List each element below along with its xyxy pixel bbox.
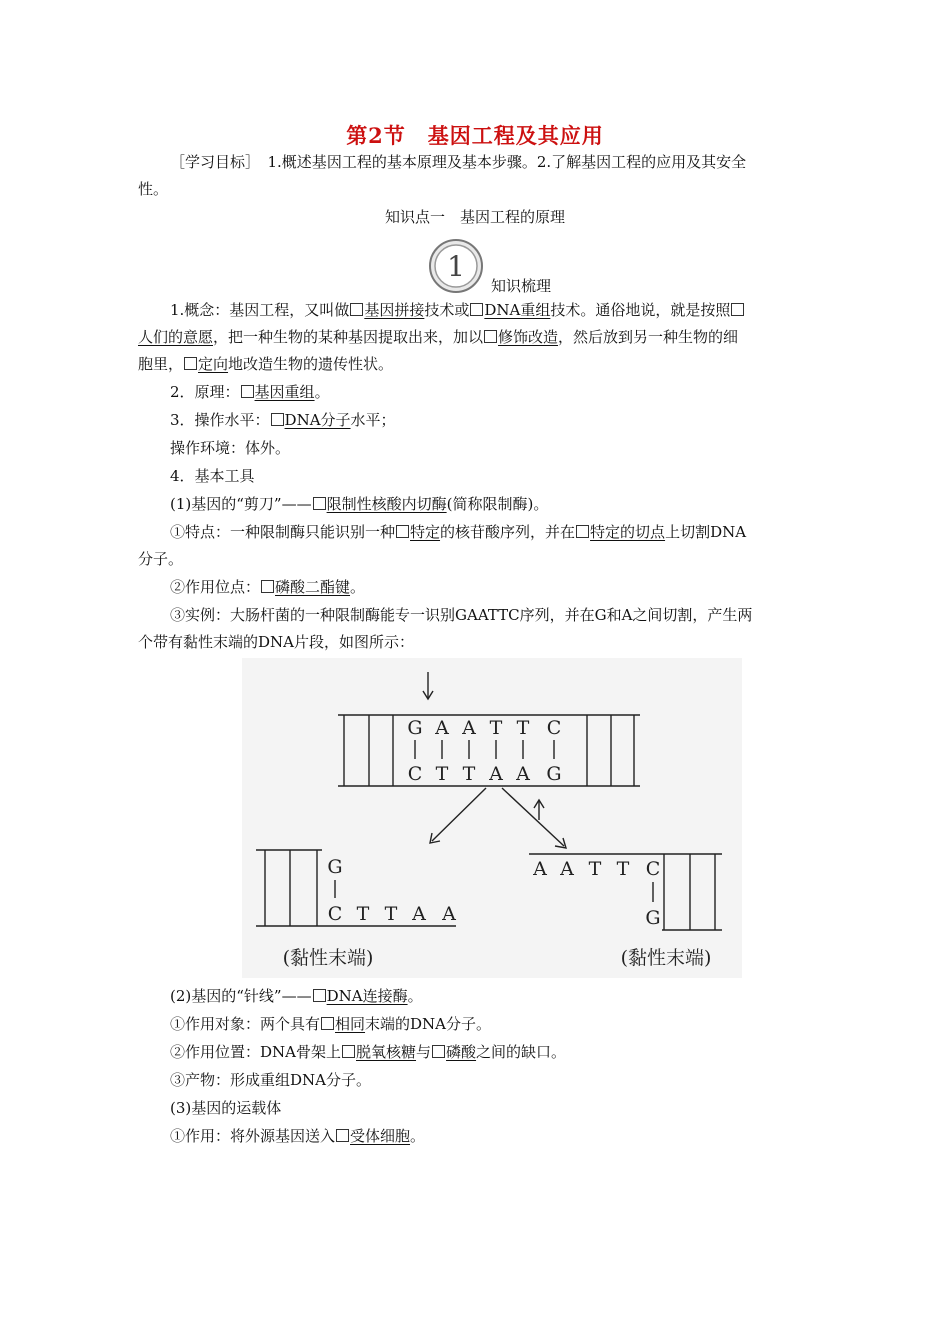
bottom-base-6: G: [546, 763, 562, 785]
blank-box: [350, 303, 363, 316]
top-base-3: A: [462, 717, 476, 739]
blank-box: [271, 413, 284, 426]
blank-box: [576, 525, 589, 538]
paragraph-vector-function: ①作用：将外源基因送入 受体细胞。: [170, 1127, 426, 1145]
section-heading: 知识点一 基因工程的原理: [384, 208, 565, 226]
left-caption: (黏性末端): [282, 947, 374, 969]
bottom-base-2: T: [435, 763, 449, 785]
page-title: 第2节 基因工程及其应用: [346, 123, 604, 148]
blank-box: [313, 497, 326, 510]
paragraph-needle: (2)基因的“针线”—— DNA连接酶。: [170, 987, 423, 1005]
blank-box: [470, 303, 483, 316]
bottom-base-4: A: [489, 763, 503, 785]
top-base-5: T: [516, 717, 530, 739]
paragraph-basic-tools: 4．基本工具: [170, 467, 255, 485]
blank-box: [396, 525, 409, 538]
top-base-1: G: [407, 717, 423, 739]
blank-box: [184, 357, 197, 370]
blank-box: [336, 1129, 349, 1142]
paragraph-principle: 2．原理： 基因重组。: [170, 383, 330, 401]
bottom-base-1: C: [407, 763, 423, 785]
paragraph-product: ③产物：形成重组DNA分子。: [170, 1071, 371, 1089]
paragraph-concept-line3: 胞里， 定向地改造生物的遗传性状。: [138, 355, 394, 373]
top-base-6: C: [546, 717, 562, 739]
paragraph-example: ③实例：大肠杆菌的一种限制酶能专一识别GAATTC序列，并在G和A之间切割，产生两: [170, 606, 753, 624]
left-bottom-base-4: A: [412, 903, 426, 925]
paragraph-feature-cont: 分子。: [138, 550, 184, 568]
bottom-base-5: A: [516, 763, 530, 785]
right-top-base-3: T: [588, 858, 602, 880]
paragraph-position: ②作用位置：DNA骨架上 脱氧核糖与 磷酸之间的缺口。: [170, 1043, 567, 1061]
blank-box: [241, 385, 254, 398]
left-bottom-base-3: T: [384, 903, 398, 925]
left-top-base: G: [327, 856, 343, 878]
right-caption: (黏性末端): [620, 947, 712, 969]
blank-box: [731, 303, 744, 316]
restriction-enzyme-diagram: [242, 658, 742, 978]
right-top-base-2: A: [560, 858, 574, 880]
badge-number: 1: [447, 250, 465, 283]
top-base-4: T: [489, 717, 503, 739]
paragraph-vector: (3)基因的运载体: [170, 1099, 282, 1117]
learning-objectives-cont: 性。: [138, 180, 169, 198]
right-top-base-1: A: [533, 858, 547, 880]
left-bottom-base-1: C: [327, 903, 343, 925]
paragraph-operation-env: 操作环境：体外。: [170, 439, 291, 457]
blank-box: [484, 330, 497, 343]
badge-label: 知识梳理: [491, 277, 552, 295]
paragraph-target: ①作用对象：两个具有 相同末端的DNA分子。: [170, 1015, 492, 1033]
bottom-base-3: T: [462, 763, 476, 785]
learning-objectives: ［学习目标］ 1.概述基因工程的基本原理及基本步骤。2.了解基因工程的应用及其安全: [170, 153, 747, 171]
left-bottom-base-2: T: [356, 903, 370, 925]
left-bottom-base-5: A: [442, 903, 456, 925]
right-top-base-4: T: [616, 858, 630, 880]
paragraph-feature: ①特点：一种限制酶只能识别一种 特定的核苷酸序列，并在 特定的切点上切割DNA: [170, 523, 747, 541]
circled-number-badge: [426, 238, 488, 294]
right-top-base-5: C: [645, 858, 661, 880]
paragraph-scissors: (1)基因的“剪刀”—— 限制性核酸内切酶(简称限制酶)。: [170, 495, 549, 513]
blank-box: [261, 580, 274, 593]
paragraph-concept: 1.概念：基因工程，又叫做 基因拼接技术或 DNA重组技术。通俗地说，就是按照: [170, 298, 830, 322]
blank-box: [313, 989, 326, 1002]
paragraph-concept-line2: 人们的意愿，把一种生物的某种基因提取出来，加以 修饰改造，然后放到另一种生物的细: [138, 328, 739, 346]
blank-box: [342, 1045, 355, 1058]
blank-box: [321, 1017, 334, 1030]
paragraph-example-cont: 个带有黏性末端的DNA片段，如图所示：: [138, 633, 414, 651]
blank-box: [432, 1045, 445, 1058]
paragraph-site: ②作用位点： 磷酸二酯键。: [170, 578, 366, 596]
right-bottom-base: G: [645, 907, 661, 929]
paragraph-operation-level: 3．操作水平： DNA分子水平；: [170, 411, 396, 429]
top-base-2: A: [435, 717, 449, 739]
